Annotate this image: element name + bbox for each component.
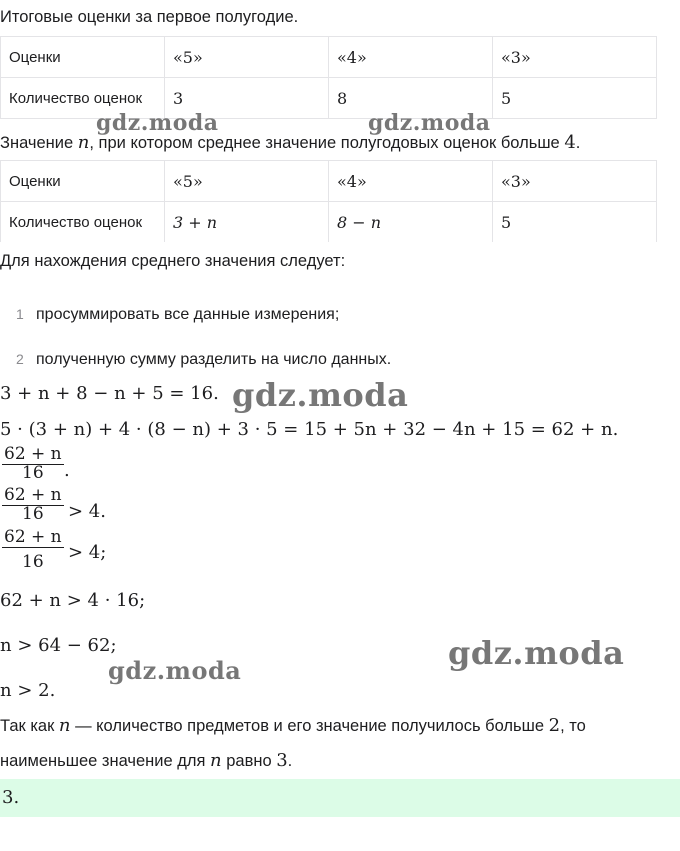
table-cell: 5 bbox=[493, 78, 657, 119]
heading-text: , при котором среднее значение полугодовых оценок больше bbox=[89, 134, 565, 152]
math-number: 4 bbox=[564, 132, 576, 153]
table-cell: 3 + n bbox=[165, 202, 329, 243]
table-cell: «4» bbox=[329, 161, 493, 202]
table-cell: 8 − n bbox=[329, 202, 493, 243]
fraction-denominator: 16 bbox=[22, 552, 44, 572]
equation-sum-counts: 3 + n + 8 − n + 5 = 16. bbox=[0, 383, 219, 404]
math-variable: n bbox=[58, 715, 71, 736]
list-text: полученную сумму разделить на число данных. bbox=[36, 351, 392, 368]
heading-text: . bbox=[575, 134, 581, 152]
equation-inequality: 62 + n > 4 · 16; bbox=[0, 590, 146, 611]
table-cell: Количество оценок bbox=[1, 202, 165, 243]
table-cell: «5» bbox=[165, 161, 329, 202]
conclusion-text: , то bbox=[560, 717, 586, 735]
table-cell: 8 bbox=[329, 78, 493, 119]
heading-value-n bbox=[0, 132, 580, 153]
equation-result: n > 2. bbox=[0, 680, 56, 701]
equation-inequality: n > 64 − 62; bbox=[0, 635, 117, 656]
math-variable: n bbox=[210, 750, 222, 771]
grades-table-n bbox=[0, 160, 657, 242]
list-item bbox=[0, 306, 339, 324]
watermark-logo: gdz.moda bbox=[368, 110, 491, 136]
fraction-suffix: . bbox=[64, 460, 70, 481]
fraction-numerator: 62 + n bbox=[4, 444, 62, 464]
table-cell: 5 bbox=[493, 202, 657, 243]
conclusion-text: наименьшее значение для bbox=[0, 752, 211, 770]
fraction-denominator: 16 bbox=[22, 463, 44, 483]
watermark-logo: gdz.moda bbox=[96, 110, 219, 136]
conclusion-text: равно bbox=[221, 752, 277, 770]
heading-semester-grades: Итоговые оценки за первое полугодие. bbox=[0, 8, 299, 26]
list-number: 2 bbox=[16, 351, 24, 367]
table-row bbox=[1, 202, 657, 243]
fraction-mean bbox=[2, 444, 64, 481]
table-cell: «3» bbox=[493, 161, 657, 202]
table-cell: «4» bbox=[329, 37, 493, 78]
watermark-logo: gdz.moda bbox=[108, 656, 242, 685]
conclusion-text: . bbox=[287, 752, 293, 770]
list-text: просуммировать все данные измерения; bbox=[36, 306, 340, 323]
conclusion-text: Так как bbox=[0, 717, 59, 735]
table-cell: Оценки bbox=[1, 37, 165, 78]
table-cell: «5» bbox=[165, 37, 329, 78]
grades-table bbox=[0, 36, 657, 119]
fraction-inequality bbox=[2, 527, 64, 572]
conclusion-text: — количество предметов и его значение получилось больше bbox=[70, 717, 549, 735]
equation-sum-grades: 5 · (3 + n) + 4 · (8 − n) + 3 · 5 = 15 + 5n + 32 − 4n + 15 = 62 + n. bbox=[0, 419, 619, 440]
table-cell: «3» bbox=[493, 37, 657, 78]
heading-text: Значение bbox=[0, 134, 78, 152]
list-number: 1 bbox=[16, 306, 24, 322]
math-variable: n bbox=[77, 132, 90, 153]
fraction-suffix: > 4; bbox=[68, 542, 107, 563]
table-row bbox=[1, 161, 657, 202]
fraction-inequality bbox=[2, 485, 64, 522]
intro-text: Для нахождения среднего значения следует: bbox=[0, 252, 346, 270]
math-number: 2 bbox=[548, 715, 561, 736]
fraction-numerator: 62 + n bbox=[4, 485, 62, 505]
list-item bbox=[0, 351, 391, 369]
watermark-logo: gdz.moda bbox=[232, 376, 409, 414]
table-cell: 3 bbox=[165, 78, 329, 119]
fraction-suffix: > 4. bbox=[68, 501, 106, 522]
math-number: 3 bbox=[276, 750, 288, 771]
table-cell: Количество оценок bbox=[1, 78, 165, 119]
table-row bbox=[1, 37, 657, 78]
conclusion-line bbox=[0, 715, 586, 736]
conclusion-line bbox=[0, 750, 292, 771]
fraction-denominator: 16 bbox=[22, 504, 44, 524]
answer-box: 3. bbox=[0, 779, 680, 817]
table-cell: Оценки bbox=[1, 161, 165, 202]
fraction-numerator: 62 + n bbox=[4, 527, 62, 547]
watermark-logo: gdz.moda bbox=[448, 634, 625, 672]
